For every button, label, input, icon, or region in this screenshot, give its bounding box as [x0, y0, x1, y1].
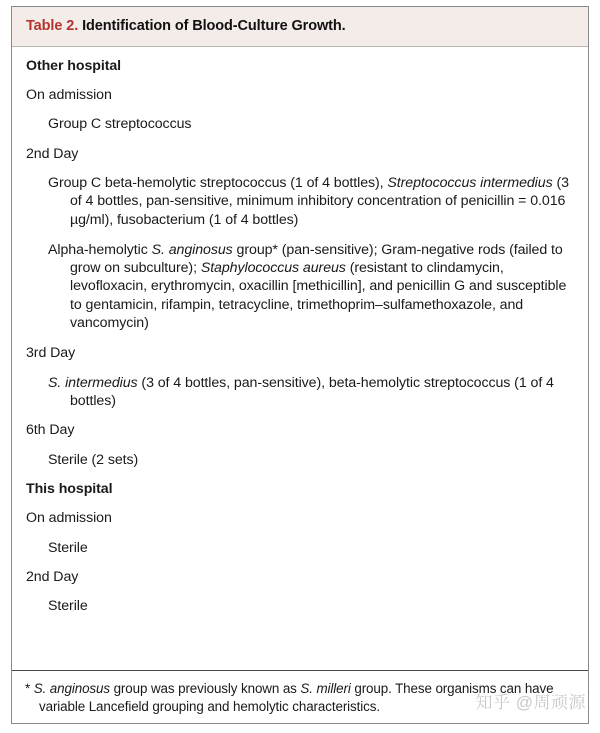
table-container: [11, 6, 589, 724]
entry-label-on-admission: On admission: [26, 86, 112, 103]
watermark: 知乎 @周顽源: [475, 693, 586, 712]
entry-detail-6th-day: Sterile (2 sets): [48, 451, 139, 468]
table-footnote: [12, 670, 588, 723]
entry-label-3rd-day: 3rd Day: [26, 345, 76, 362]
entry-label-2nd-day: 2nd Day: [26, 145, 79, 162]
entry-detail-on-admission: Group C streptococcus: [48, 116, 192, 133]
table-header: [12, 7, 588, 47]
table-caption: [26, 18, 575, 35]
page-title: Identification of Blood-Culture Growth.: [82, 18, 346, 34]
entry-detail-2nd-day-a: Group C beta-hemolytic streptococcus (1 of 4 bottles), Streptococcus intermedius (3 of 4 bottles, pan-sensitive, minimum inhibitory concentration of penicillin = 0.016 µg/ml), fusobacterium (1 of 4 bottles): [48, 174, 569, 228]
footnote-text: * S. anginosus group was previously known as S. milleri group. These organisms can have variable Lancefield grouping and hemolytic characteristics.: [25, 681, 554, 714]
entry-detail-3rd-day: S. intermedius (3 of 4 bottles, pan-sensitive), beta-hemolytic streptococcus (1 of 4 bottles): [48, 374, 554, 410]
entry-detail-this-on-admission: Sterile: [48, 539, 88, 556]
section-heading-other-hospital: Other hospital: [26, 57, 122, 74]
entry-detail-this-2nd-day: Sterile: [48, 598, 88, 615]
entry-label-this-2nd-day: 2nd Day: [26, 568, 79, 585]
entry-label-this-on-admission: On admission: [26, 510, 112, 527]
table-body: [12, 47, 588, 633]
entry-detail-2nd-day-b: Alpha-hemolytic S. anginosus group* (pan-sensitive); Gram-negative rods (failed to grow on subculture); Staphylococcus aureus (resistant to clindamycin, levofloxacin, erythromycin, oxacillin [methicillin], and penicillin G and susceptible to gentamicin, rifampin, tetracycline, trimethoprim–sulfamethoxazole, and vancomycin): [48, 241, 567, 332]
entry-label-6th-day: 6th Day: [26, 422, 75, 439]
table-number: Table 2.: [26, 18, 79, 34]
section-heading-this-hospital: This hospital: [26, 480, 113, 497]
